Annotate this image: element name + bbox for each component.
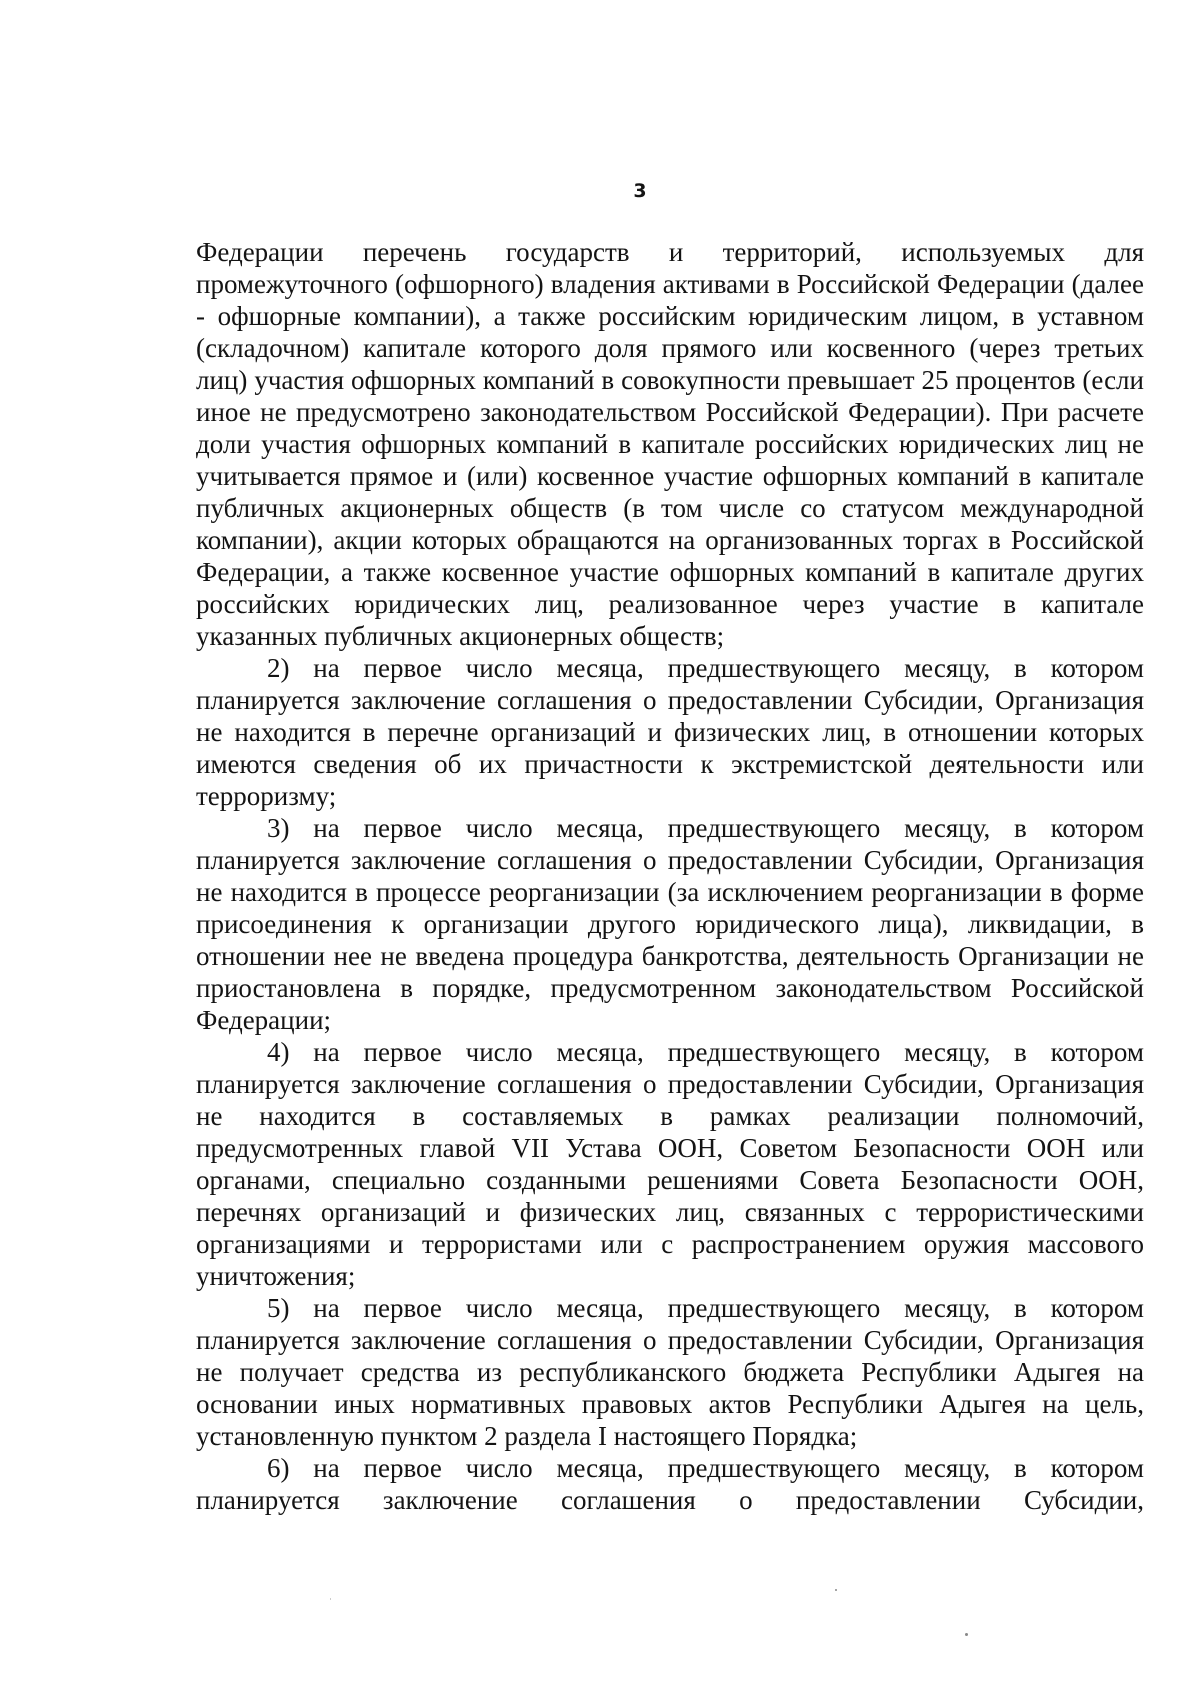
scan-speck xyxy=(330,1598,331,1600)
scan-speck xyxy=(835,1589,837,1591)
paragraph-item-6: 6) на первое число месяца, предшествующего месяцу, в котором планируется заключение соглашения о предоставлении Субсидии, xyxy=(196,1453,1144,1515)
scan-speck xyxy=(965,1633,968,1636)
paragraph-item-5: 5) на первое число месяца, предшествующего месяцу, в котором планируется заключение соглашения о предоставлении Субсидии, Организация не получает средства из республиканского бюджета Республики Адыгея на основании иных нормативных правовых актов Республики Адыгея на цель, установленную пунктом 2 раздела I настоящего Порядка; xyxy=(196,1293,1144,1451)
paragraph-continuation: Федерации перечень государств и территорий, используемых для промежуточного (офшорного) владения активами в Российской Федерации (далее - офшорные компании), а также российским юридическим лицом, в уставном (складочном) капитале которого доля прямого или косвенного (через третьих лиц) участия офшорных компаний в совокупности превышает 25 процентов (если иное не предусмотрено законодательством Российской Федерации). При расчете доли участия офшорных компаний в капитале российских юридических лиц не учитывается прямое и (или) косвенное участие офшорных компаний в капитале публичных акционерных обществ (в том числе со статусом международной компании), акции которых обращаются на организованных торгах в Российской Федерации, а также косвенное участие офшорных компаний в капитале других российских юридических лиц, реализованное через участие в капитале указанных публичных акционерных обществ; xyxy=(196,237,1144,651)
document-body xyxy=(196,236,1144,1516)
paragraph-item-3: 3) на первое число месяца, предшествующего месяцу, в котором планируется заключение соглашения о предоставлении Субсидии, Организация не находится в процессе реорганизации (за исключением реорганизации в форме присоединения к организации другого юридического лица), ликвидации, в отношении нее не введена процедура банкротства, деятельность Организации не приостановлена в порядке, предусмотренном законодательством Российской Федерации; xyxy=(196,813,1144,1035)
page-number: 3 xyxy=(633,180,647,202)
paragraph-item-2: 2) на первое число месяца, предшествующего месяцу, в котором планируется заключение соглашения о предоставлении Субсидии, Организация не находится в перечне организаций и физических лиц, в отношении которых имеются сведения об их причастности к экстремистской деятельности или терроризму; xyxy=(196,653,1144,811)
paragraph-item-4: 4) на первое число месяца, предшествующего месяцу, в котором планируется заключение соглашения о предоставлении Субсидии, Организация не находится в составляемых в рамках реализации полномочий, предусмотренных главой VII Устава ООН, Советом Безопасности ООН или органами, специально созданными решениями Совета Безопасности ООН, перечнях организаций и физических лиц, связанных с террористическими организациями и террористами или с распространением оружия массового уничтожения; xyxy=(196,1037,1144,1291)
